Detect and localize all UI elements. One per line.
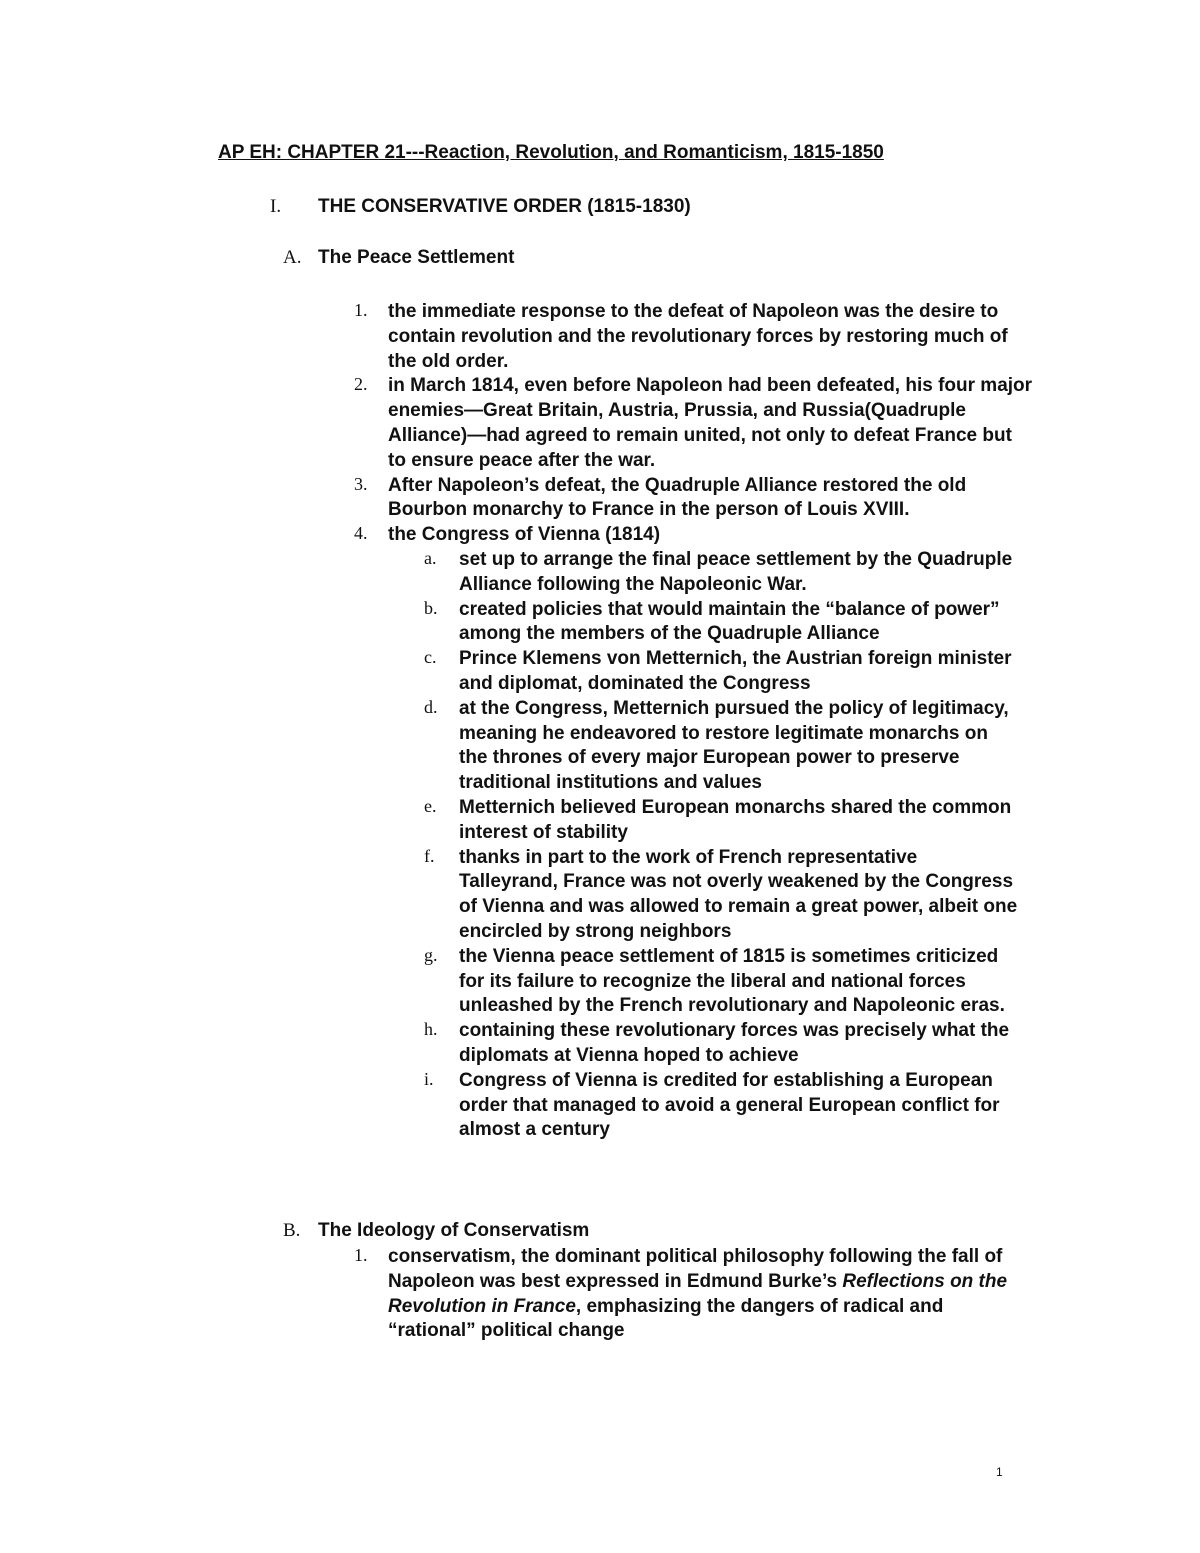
sub-list-item: [0, 548, 1200, 598]
sub-list-item-text: Metternich believed European monarchs shared the common interest of stability: [459, 796, 1012, 843]
list-item-text: the Congress of Vienna (1814): [388, 524, 661, 546]
sub-list-item-letter: b.: [424, 597, 438, 618]
list-item: [0, 523, 1200, 548]
list-item-number: 1.: [354, 300, 368, 320]
book-title: Reflections on the Revolution in France: [388, 1270, 1008, 1317]
list-item-text: After Napoleon’s defeat, the Quadruple Alliance restored the old Bourbon monarchy to France in the person of Louis XVIII.: [388, 474, 967, 521]
conservatism-list: [0, 1245, 1200, 1344]
sub-list-item: [0, 647, 1200, 697]
list-item-text: the immediate response to the defeat of Napoleon was the desire to contain revolution and the revolutionary forces by restoring much of the old order.: [388, 301, 1008, 372]
sub-list-item-letter: f.: [424, 845, 435, 866]
list-item-text-after: , emphasizing the dangers of radical and “rational” political change: [388, 1295, 944, 1342]
document-title: AP EH: CHAPTER 21---Reaction, Revolution, and Romanticism, 1815-1850: [218, 142, 884, 163]
subsection-a-marker: A.: [283, 247, 302, 268]
page-number: 1: [996, 1465, 1003, 1479]
list-item: [0, 1245, 1200, 1344]
sub-list-item-letter: a.: [424, 547, 437, 568]
sub-list-item-text: containing these revolutionary forces was precisely what the diplomats at Vienna hoped to achieve: [459, 1020, 1010, 1066]
list-item-number: 3.: [354, 473, 368, 494]
sub-list-item-letter: h.: [424, 1019, 438, 1040]
subsection-a-heading: The Peace Settlement: [318, 247, 515, 268]
sub-list-item: [0, 598, 1200, 648]
list-item: [0, 300, 1200, 374]
list-item: [0, 474, 1200, 524]
sub-list-item: [0, 796, 1200, 846]
sub-list-item-letter: c.: [424, 647, 437, 668]
list-item-number: 1.: [354, 1245, 368, 1265]
sub-list-item-text: Congress of Vienna is credited for establishing a European order that managed to avoid a general European conflict for almost a century: [459, 1069, 1000, 1141]
peace-settlement-list: [0, 300, 1200, 1143]
sub-list-item-text: the Vienna peace settlement of 1815 is sometimes criticized for its failure to recognize the liberal and national forces unleashed by the French revolutionary and Napoleonic eras.: [459, 945, 1005, 1017]
sub-list-item-text: created policies that would maintain the “balance of power” among the members of the Quadruple Alliance: [459, 598, 1000, 645]
sub-list-item: [0, 1019, 1200, 1069]
sub-list-item-letter: e.: [424, 795, 437, 816]
sub-list-item: [0, 846, 1200, 945]
list-item-number: 4.: [354, 523, 368, 544]
list-item-number: 2.: [354, 374, 368, 395]
sub-list-item-letter: d.: [424, 696, 438, 717]
sub-list-item-letter: g.: [424, 944, 438, 965]
list-item-text: in March 1814, even before Napoleon had been defeated, his four major enemies—Great Britain, Austria, Prussia, and Russia(Quadruple Alliance)—had agreed to remain united, not only to defeat France but to ensure peace after the war.: [388, 375, 1033, 471]
section-heading: THE CONSERVATIVE ORDER (1815-1830): [318, 196, 691, 217]
sub-list-item: [0, 697, 1200, 796]
list-item: [0, 374, 1200, 473]
sub-list-item-text: Prince Klemens von Metternich, the Austrian foreign minister and diplomat, dominated the Congress: [459, 648, 1012, 694]
sub-list-item: [0, 945, 1200, 1019]
sub-list-item: [0, 1069, 1200, 1143]
list-item-text-before: conservatism, the dominant political philosophy following the fall of Napoleon was best expressed in Edmund Burke’s: [388, 1246, 1003, 1292]
sub-list-item-text: set up to arrange the final peace settlement by the Quadruple Alliance following the Napoleonic War.: [459, 548, 1013, 595]
sub-list-item-letter: i.: [424, 1068, 434, 1089]
subsection-b-marker: B.: [283, 1220, 301, 1241]
subsection-b-heading: The Ideology of Conservatism: [318, 1220, 590, 1241]
section-marker: I.: [270, 196, 282, 217]
sub-list-item-text: at the Congress, Metternich pursued the policy of legitimacy, meaning he endeavored to restore legitimate monarchs on the thrones of every major European power to preserve traditional institutions and values: [459, 697, 1009, 794]
list-item-text: [388, 1245, 1033, 1344]
sub-list-item-text: thanks in part to the work of French representative Talleyrand, France was not overly weakened by the Congress of Vienna and was allowed to remain a great power, albeit one encircled by strong neighbors: [459, 846, 1018, 942]
